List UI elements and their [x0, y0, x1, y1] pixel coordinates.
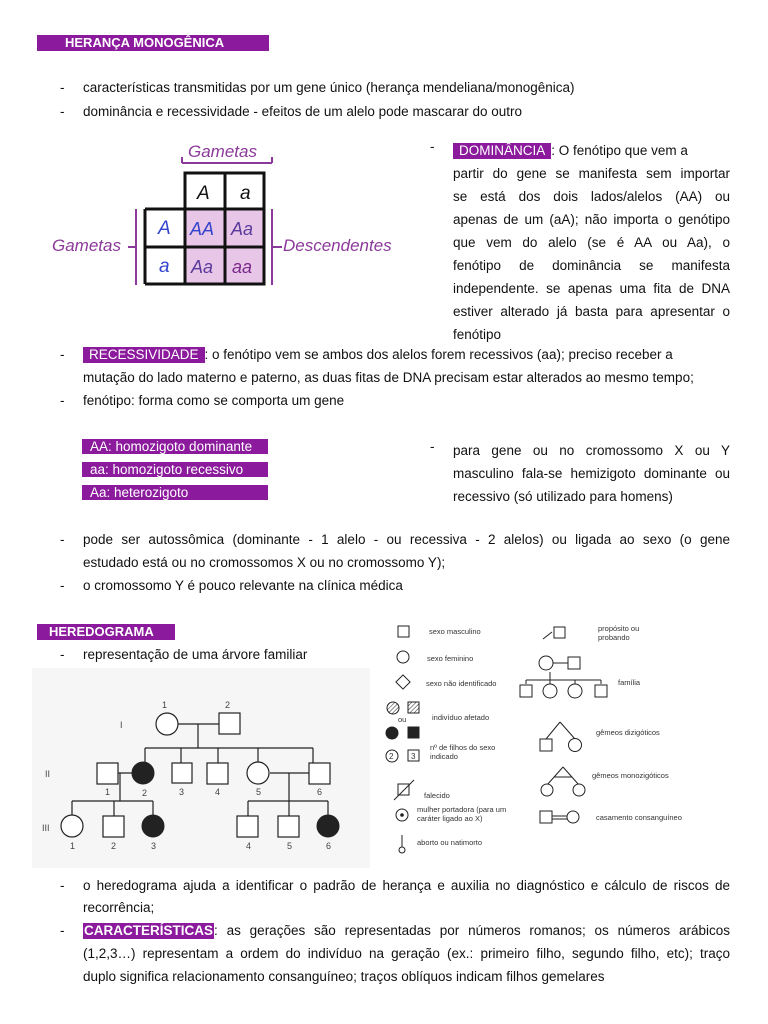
legend-label: propósito ou — [598, 624, 640, 633]
legend-label: sexo feminino — [427, 654, 474, 663]
legend-label: ou — [398, 715, 407, 724]
bullet-dash: - — [60, 878, 65, 893]
individual-number: 3 — [179, 787, 185, 797]
legend-number: 3 — [411, 752, 416, 761]
recessividade-text: mutação do lado materno e paterno, as duas fitas de DNA precisam estar alterados ao mesmo tempo; — [83, 370, 694, 385]
dominancia-label: DOMINÂNCIA — [453, 143, 551, 159]
legend-label: sexo masculino — [429, 627, 481, 636]
hemizigoto-block — [453, 439, 730, 508]
individual-number: 3 — [151, 841, 157, 851]
recessividade-text: : o fenótipo vem se ambos dos alelos forem recessivos (aa); preciso receber a — [204, 347, 673, 362]
generation-label: II — [45, 769, 51, 779]
dominancia-text: estiver alterado já basta para apresentar o — [453, 304, 730, 319]
genotype-label: Aa: heterozigoto — [82, 485, 268, 500]
legend-label: gêmeos dizigóticos — [596, 728, 660, 737]
legend-label: sexo não identificado — [426, 679, 497, 688]
dominancia-block — [453, 139, 730, 346]
individual-number: 6 — [326, 841, 332, 851]
punnett-col-header: a — [240, 183, 251, 204]
pedigree-legend — [380, 615, 720, 860]
heredograma-text: o heredograma ajuda a identificar o padrão de herança e auxilia no diagnóstico e cálculo de riscos de — [83, 878, 730, 893]
dominancia-text: : O fenótipo que vem a — [551, 143, 688, 158]
punnett-top-label: Gametas — [188, 142, 257, 161]
dominancia-text: que vem do alelo (se é AA ou Aa), o — [453, 235, 730, 250]
generation-label: III — [42, 823, 50, 833]
individual-number: 6 — [317, 787, 323, 797]
legend-label: aborto ou natimorto — [417, 838, 483, 847]
bullet-dash: - — [60, 532, 65, 547]
punnett-row-header: a — [159, 256, 170, 277]
hemizigoto-text: recessivo (só utilizado para homens) — [453, 489, 673, 504]
individual-number: 5 — [287, 841, 293, 851]
caracteristicas-text: (1,2,3…) representam a ordem do indivíduo na geração (ex.: primeiro filho, segundo filho, etc); traço — [83, 946, 730, 961]
autossomica-text: estudado está ou no cromossomos X ou no cromossomo Y); — [83, 555, 446, 570]
legend-label: caráter ligado ao X) — [417, 814, 483, 823]
recessividade-label: RECESSIVIDADE — [83, 347, 205, 363]
caracteristicas-text: : as gerações são representadas por números romanos; os números arábicos — [214, 923, 730, 938]
individual-number: 1 — [70, 841, 76, 851]
legend-label: família — [618, 678, 641, 687]
legend-label: indivíduo afetado — [432, 713, 490, 722]
legend-number: 2 — [389, 752, 394, 761]
individual-number: 2 — [111, 841, 117, 851]
bullet-dash: - — [430, 439, 435, 454]
legend-label: mulher portadora (para um — [417, 805, 507, 814]
individual-number: 1 — [162, 700, 168, 710]
bullet-dash: - — [60, 347, 65, 362]
hemizigoto-text: para gene ou no cromossomo X ou Y — [453, 443, 730, 458]
heredograma-text: recorrência; — [83, 900, 155, 915]
section-title-heredograma: HEREDOGRAMA — [37, 624, 175, 640]
hemizigoto-text: masculino fala-se hemizigoto dominante ou — [453, 466, 730, 481]
cromossomo-y-text: o cromossomo Y é pouco relevante na clínica médica — [83, 578, 403, 593]
bullet-dash: - — [430, 139, 435, 154]
bullet-text: características transmitidas por um gene único (herança mendeliana/monogênica) — [83, 80, 575, 95]
dominancia-text: fenótipo de dominância se manifesta — [453, 258, 730, 273]
legend-label: nº de filhos do sexo — [430, 743, 496, 752]
punnett-right-label: Descendentes — [283, 236, 392, 255]
caracteristicas-label: CARACTERÍSTICAS — [84, 923, 214, 938]
punnett-row-header: A — [158, 218, 171, 239]
individual-number: 4 — [246, 841, 252, 851]
legend-label: indicado — [430, 752, 458, 761]
punnett-left-label: Gametas — [52, 236, 121, 255]
bullet-dash: - — [60, 393, 65, 408]
dominancia-text: partir do gene se manifesta sem importar — [453, 166, 730, 181]
fenotipo-text: fenótipo: forma como se comporta um gene — [83, 393, 345, 408]
bullet-text: dominância e recessividade - efeitos de um alelo pode mascarar do outro — [83, 104, 522, 119]
pedigree-diagram — [32, 668, 370, 868]
dominancia-text: fenótipo — [453, 327, 502, 342]
legend-label: casamento consanguíneo — [596, 813, 682, 822]
punnett-cell: AA — [190, 219, 215, 239]
dominancia-text: se está dos dois lados/alelos (AA) ou — [453, 189, 730, 204]
section-title-heranca: HERANÇA MONOGÊNICA — [37, 35, 269, 51]
punnett-cell: aa — [232, 257, 253, 277]
genotype-label: AA: homozigoto dominante — [82, 439, 268, 454]
individual-number: 2 — [142, 788, 148, 798]
heredograma-bullet-text: representação de uma árvore familiar — [83, 647, 308, 662]
generation-label: I — [120, 720, 123, 730]
recessividade-line — [83, 347, 730, 363]
individual-number: 5 — [256, 787, 262, 797]
dominancia-text: independente. se apenas uma fita de DNA — [453, 281, 730, 296]
bullet-dash: - — [60, 578, 65, 593]
autossomica-text: pode ser autossômica (dominante - 1 alelo - ou recessiva - 2 alelos) ou ligada ao sexo (o gene — [83, 532, 730, 547]
bullet-dash: - — [60, 80, 65, 95]
individual-number: 1 — [105, 787, 111, 797]
punnett-cell: Aa — [231, 219, 254, 239]
punnett-cell: Aa — [191, 257, 214, 277]
caracteristicas-text: duplo significa relacionamento consanguíneo; traços oblíquos indicam filhos gemelares — [83, 969, 605, 984]
bullet-dash: - — [60, 647, 65, 662]
male-symbol — [398, 626, 409, 637]
bullet-dash: - — [60, 104, 65, 119]
dominancia-text: apenas de um (aA); não importa o genótipo — [453, 212, 730, 227]
individual-number: 2 — [225, 700, 231, 710]
legend-label: falecido — [424, 791, 450, 800]
punnett-square — [50, 135, 410, 295]
individual-number: 4 — [215, 787, 221, 797]
legend-label: gêmeos monozigóticos — [592, 771, 669, 780]
legend-label: probando — [598, 633, 630, 642]
caracteristicas-line — [83, 923, 730, 939]
genotype-label: aa: homozigoto recessivo — [82, 462, 268, 477]
bullet-dash: - — [60, 923, 65, 938]
punnett-col-header: A — [197, 183, 210, 204]
